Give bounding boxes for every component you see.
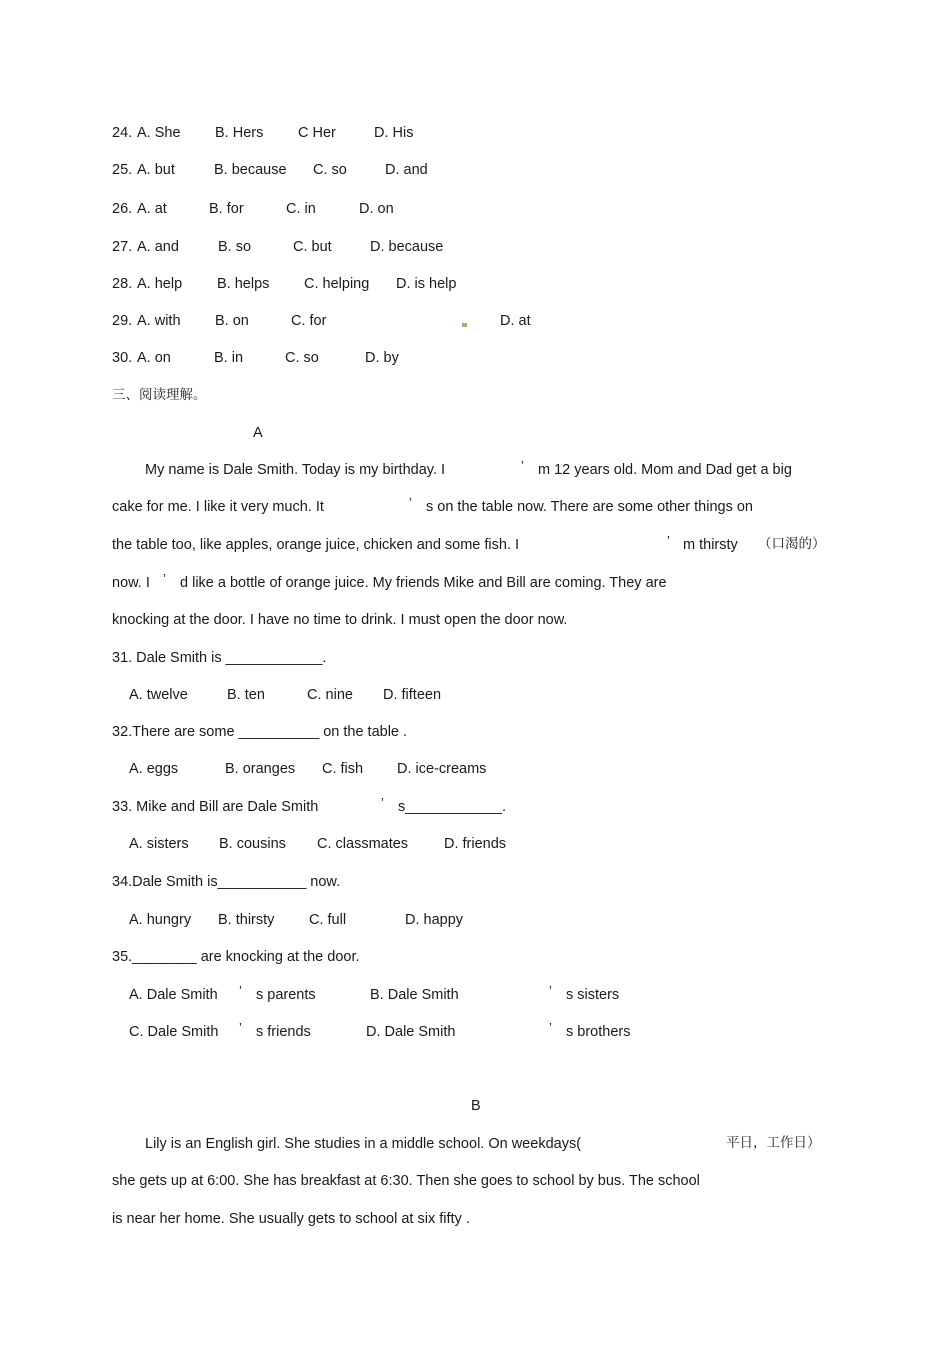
option-c: C. classmates [317,836,409,852]
option-c: C. in [286,201,316,217]
option-c: C. fish [322,761,364,777]
option-c: C. full [309,912,347,928]
apostrophe: ’ [549,1020,552,1035]
question-stem: 32.There are some __________ on the table . [112,724,408,740]
option-d: D. by [365,350,399,366]
gloss: 平日，工作日） [726,1135,821,1151]
option-c: C. so [313,162,347,178]
passage-line: knocking at the door. I have no time to drink. I must open the door now. [112,612,568,628]
question-stem: 35.________ are knocking at the door. [112,949,360,965]
option-b: B. on [215,313,249,329]
option-c: C. but [293,239,332,255]
option-d: D. friends [444,836,507,852]
option-d: D. His [374,125,414,141]
option-d: D. ice-creams [397,761,487,777]
option-d: D. fifteen [383,687,442,703]
passage-line: Lily is an English girl. She studies in a middle school. On weekdays( [145,1136,582,1152]
gloss: （口渴的） [758,536,826,552]
option-c: C. nine [307,687,353,703]
section-heading: 三、阅读理解。 [112,387,207,403]
option-a: A. on [137,350,171,366]
passage-line: m 12 years old. Mom and Dad get a big [538,462,792,478]
option-b: B. for [209,201,244,217]
option-a: A. Dale Smith [129,987,218,1003]
passage-line: cake for me. I like it very much. It [112,499,324,515]
passage-line: d like a bottle of orange juice. My friends Mike and Bill are coming. They are [180,575,667,591]
option-d: D. because [370,239,444,255]
option-a: A. help [137,276,183,292]
apostrophe: ’ [549,983,552,998]
option-c: C. so [285,350,319,366]
option-a: A. eggs [129,761,179,777]
option-b: B. Hers [215,125,264,141]
apostrophe: ’ [239,983,242,998]
apostrophe: ’ [381,795,384,810]
scan-mark [462,323,467,327]
option-b: B. ten [227,687,265,703]
option-b: B. because [214,162,287,178]
option-a: A. sisters [129,836,189,852]
question-number: 29. [112,313,133,329]
option-c-end: s friends [256,1024,311,1040]
question-number: 26. [112,201,133,217]
option-c: C. for [291,313,327,329]
passage-line: is near her home. She usually gets to school at six fifty . [112,1211,470,1227]
option-d: D. Dale Smith [366,1024,456,1040]
option-c: C. Dale Smith [129,1024,219,1040]
option-b: B. helps [217,276,270,292]
option-a: A. but [137,162,175,178]
option-b: B. thirsty [218,912,275,928]
question-stem: 33. Mike and Bill are Dale Smith [112,799,319,815]
option-d: D. and [385,162,428,178]
option-b: B. cousins [219,836,286,852]
question-stem: 31. Dale Smith is ____________. [112,650,327,666]
apostrophe: ’ [163,571,166,586]
option-d: D. at [500,313,531,329]
passage-line: she gets up at 6:00. She has breakfast at 6:30. Then she goes to school by bus. The school [112,1173,700,1189]
option-c: C. helping [304,276,370,292]
passage-line: the table too, like apples, orange juice, chicken and some fish. I [112,537,520,553]
apostrophe: ’ [667,533,670,548]
question-stem: 34.Dale Smith is___________ now. [112,874,341,890]
passage-line: s on the table now. There are some other things on [426,499,753,515]
passage-line: m thirsty [683,537,738,553]
passage-line: now. I [112,575,150,591]
option-b: B. so [218,239,252,255]
option-b: B. in [214,350,244,366]
option-c: C Her [298,125,336,141]
question-number: 24. [112,125,133,141]
passage-line: My name is Dale Smith. Today is my birthday. I [145,462,446,478]
question-number: 25. [112,162,133,178]
option-d-end: s brothers [566,1024,631,1040]
option-b: B. Dale Smith [370,987,459,1003]
option-a: A. hungry [129,912,192,928]
option-a: A. She [137,125,181,141]
question-number: 27. [112,239,133,255]
question-stem-end: s____________. [398,799,507,815]
passage-label: A [253,425,263,441]
question-number: 28. [112,276,133,292]
apostrophe: ’ [409,495,412,510]
option-a-end: s parents [256,987,316,1003]
apostrophe: ’ [239,1020,242,1035]
option-d: D. is help [396,276,457,292]
apostrophe: ’ [521,458,524,473]
option-a: A. at [137,201,167,217]
option-d: D. happy [405,912,464,928]
option-d: D. on [359,201,394,217]
option-b-end: s sisters [566,987,620,1003]
option-b: B. oranges [225,761,296,777]
option-a: A. and [137,239,179,255]
passage-label: B [471,1098,481,1114]
option-a: A. twelve [129,687,188,703]
question-number: 30. [112,350,133,366]
option-a: A. with [137,313,181,329]
